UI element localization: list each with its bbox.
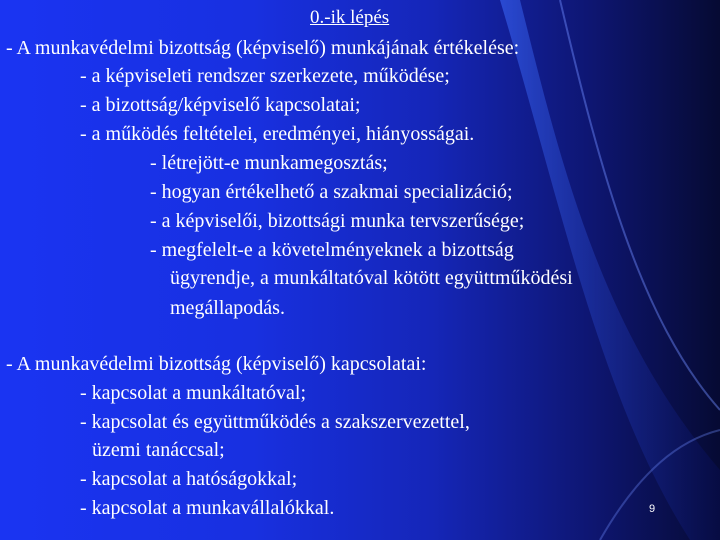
- sub-item: - kapcsolat a munkavállalókkal.: [80, 497, 335, 519]
- sub-sub-item: - létrejött-e munkamegosztás;: [150, 152, 388, 174]
- sub-item: - a képviseleti rendszer szerkezete, működése;: [80, 65, 450, 87]
- slide-title: 0.-ik lépés: [310, 7, 390, 28]
- sub-sub-item: - a képviselői, bizottsági munka tervszerűsége;: [150, 210, 525, 232]
- sub-item: - kapcsolat a munkáltatóval;: [80, 382, 307, 404]
- sub-sub-item: - megfelelt-e a követelményeknek a bizottság: [150, 239, 514, 261]
- sub-item: - kapcsolat és együttműködés a szakszervezettel,: [80, 411, 470, 433]
- page-number: 9: [649, 503, 656, 515]
- sub-sub-item: - hogyan értékelhető a szakmai specializáció;: [150, 181, 513, 203]
- bullet-main-1: - A munkavédelmi bizottság (képviselő) munkájának értékelése:: [6, 37, 520, 59]
- sub-item: - a bizottság/képviselő kapcsolatai;: [80, 94, 361, 116]
- bullet-main-2: - A munkavédelmi bizottság (képviselő) kapcsolatai:: [6, 353, 427, 375]
- sub-sub-item-continuation: ügyrendje, a munkáltatóval kötött együttműködési: [170, 267, 573, 289]
- sub-item: - kapcsolat a hatóságokkal;: [80, 468, 298, 490]
- sub-sub-item-continuation: megállapodás.: [170, 297, 285, 319]
- sub-item: - a működés feltételei, eredményei, hiányosságai.: [80, 123, 475, 145]
- sub-item-continuation: üzemi tanáccsal;: [92, 439, 225, 461]
